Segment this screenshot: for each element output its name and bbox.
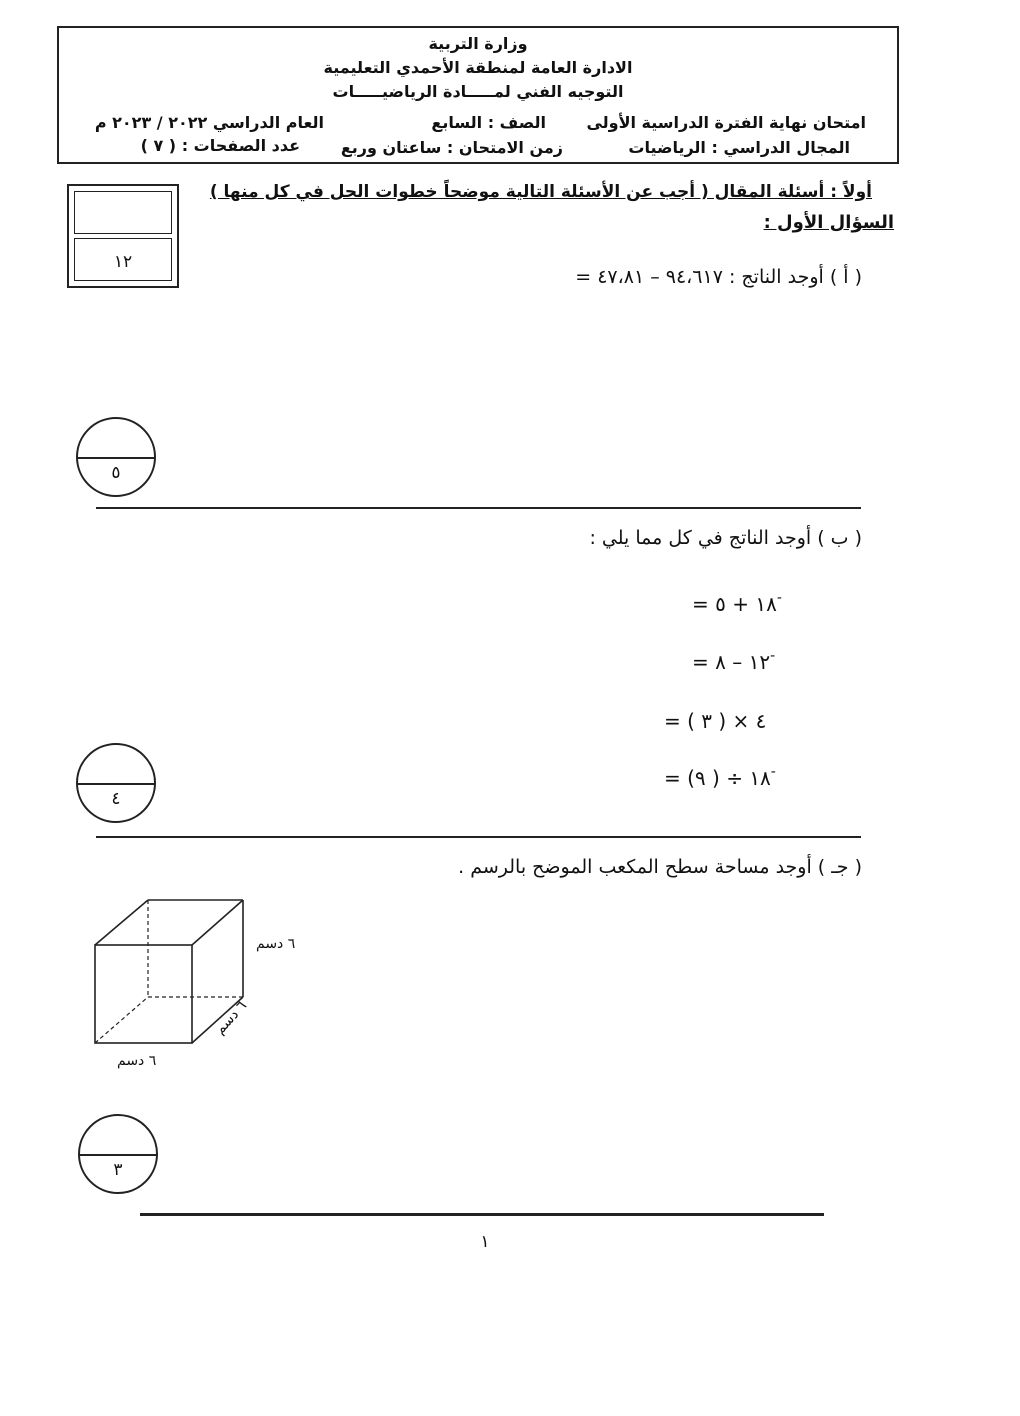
ministry-name: وزارة التربية bbox=[428, 34, 528, 53]
expression-1-text: = ١٨ + ٥ bbox=[692, 592, 777, 616]
expression-4 bbox=[664, 766, 776, 790]
exam-title: امتحان نهاية الفترة الدراسية الأولى bbox=[586, 113, 866, 132]
part-a-score-circle bbox=[76, 417, 156, 497]
page-number: ١ bbox=[480, 1232, 490, 1252]
expression-2 bbox=[692, 650, 775, 674]
expression-2-text: = ١٢ – ٨ bbox=[692, 650, 771, 674]
expression-4-text: = (٩ ) ÷ ١٨ bbox=[664, 766, 771, 790]
cube-diagram bbox=[85, 890, 255, 1060]
expression-3-text: = ( ٣ ) × ٤ bbox=[664, 709, 767, 733]
cube-depth-label: ٦ دسم bbox=[212, 997, 251, 1038]
cube-hidden-edge bbox=[95, 997, 148, 1043]
part-c-score: ٣ bbox=[113, 1160, 123, 1180]
part-b-score-circle bbox=[76, 743, 156, 823]
expression-3 bbox=[664, 709, 766, 733]
page-count: عدد الصفحات : ( ٧ ) bbox=[140, 136, 300, 155]
negative-sign: - bbox=[770, 764, 776, 780]
expression-1 bbox=[692, 592, 782, 616]
cube-front-face bbox=[95, 945, 192, 1043]
part-a-score: ٥ bbox=[111, 463, 121, 483]
grade-label: الصف : السابع bbox=[431, 113, 546, 132]
cube-edge bbox=[192, 900, 243, 945]
section-title: أولاً : أسئلة المقال ( أجب عن الأسئلة التالية موضحاً خطوات الحل في كل منها ) bbox=[209, 182, 872, 202]
part-b-question: ( ب ) أوجد الناتج في كل مما يلي : bbox=[589, 527, 862, 549]
district-name: الادارة العامة لمنطقة الأحمدي التعليمية bbox=[323, 58, 633, 77]
negative-sign: - bbox=[776, 590, 782, 606]
footer-rule bbox=[140, 1213, 824, 1216]
total-score-box bbox=[67, 184, 179, 288]
department-name: التوجيه الفني لمـــــادة الرياضيـــــات bbox=[332, 82, 624, 101]
divider-line bbox=[96, 507, 861, 509]
negative-sign: - bbox=[770, 648, 776, 664]
academic-year: العام الدراسي ٢٠٢٢ / ٢٠٢٣ م bbox=[94, 113, 324, 132]
part-a-question: ( أ ) أوجد الناتج : ٩٤،٦١٧ – ٤٧،٨١ = bbox=[575, 266, 862, 288]
score-blank-cell bbox=[74, 191, 172, 234]
divider-line bbox=[96, 836, 861, 838]
total-score: ١٢ bbox=[113, 252, 133, 272]
cube-edge bbox=[95, 900, 148, 945]
part-c-question: ( جـ ) أوجد مساحة سطح المكعب الموضح بالرسم . bbox=[458, 856, 862, 878]
exam-duration: زمن الامتحان : ساعتان وربع bbox=[340, 138, 563, 157]
part-b-score: ٤ bbox=[111, 789, 121, 809]
cube-height-label: ٦ دسم bbox=[256, 936, 296, 952]
cube-width-label: ٦ دسم bbox=[117, 1053, 157, 1069]
subject-label: المجال الدراسي : الرياضيات bbox=[628, 138, 850, 157]
part-c-score-circle bbox=[78, 1114, 158, 1194]
question-title: السؤال الأول : bbox=[763, 212, 894, 233]
